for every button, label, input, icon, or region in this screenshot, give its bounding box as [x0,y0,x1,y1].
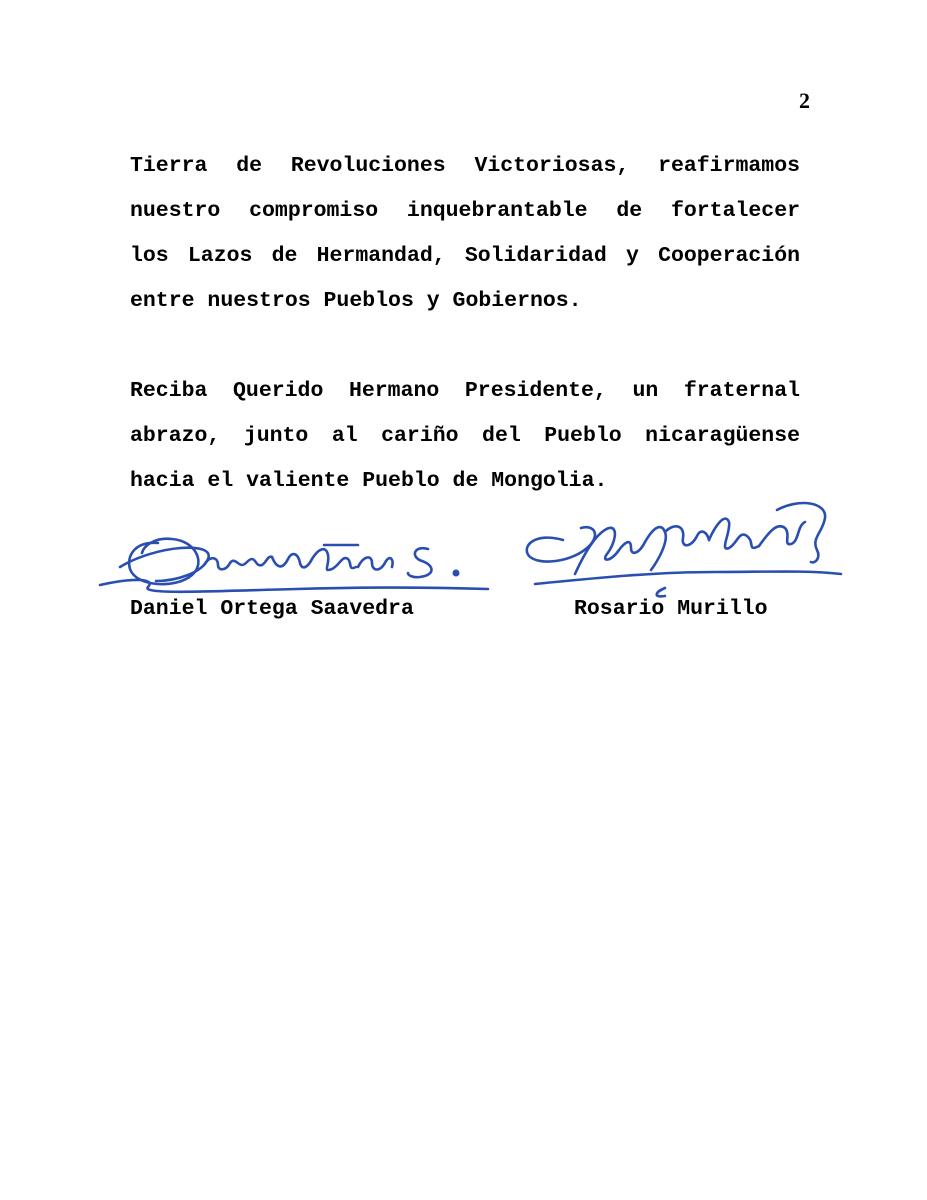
signature-right-image [515,492,845,607]
paragraph-line: Reciba Querido Hermano Presidente, un fraternal [130,379,800,403]
signer-name-right: Rosario Murillo [574,597,768,621]
paragraph-line: los Lazos de Hermandad, Solidaridad y Cooperación [130,244,800,268]
paragraph-line: nuestro compromiso inquebrantable de fortalecer [130,199,800,223]
paragraph-line: entre nuestros Pueblos y Gobiernos. [130,289,582,313]
paragraph-reaffirmation [130,144,800,324]
signer-name-left: Daniel Ortega Saavedra [130,597,414,621]
page-number: 2 [799,88,810,113]
paragraph-greeting [130,369,800,504]
paragraph-line: hacia el valiente Pueblo de Mongolia. [130,469,608,493]
paragraph-line: abrazo, junto al cariño del Pueblo nicaragüense [130,424,800,448]
paragraph-line: Tierra de Revoluciones Victoriosas, reafirmamos [130,154,800,178]
